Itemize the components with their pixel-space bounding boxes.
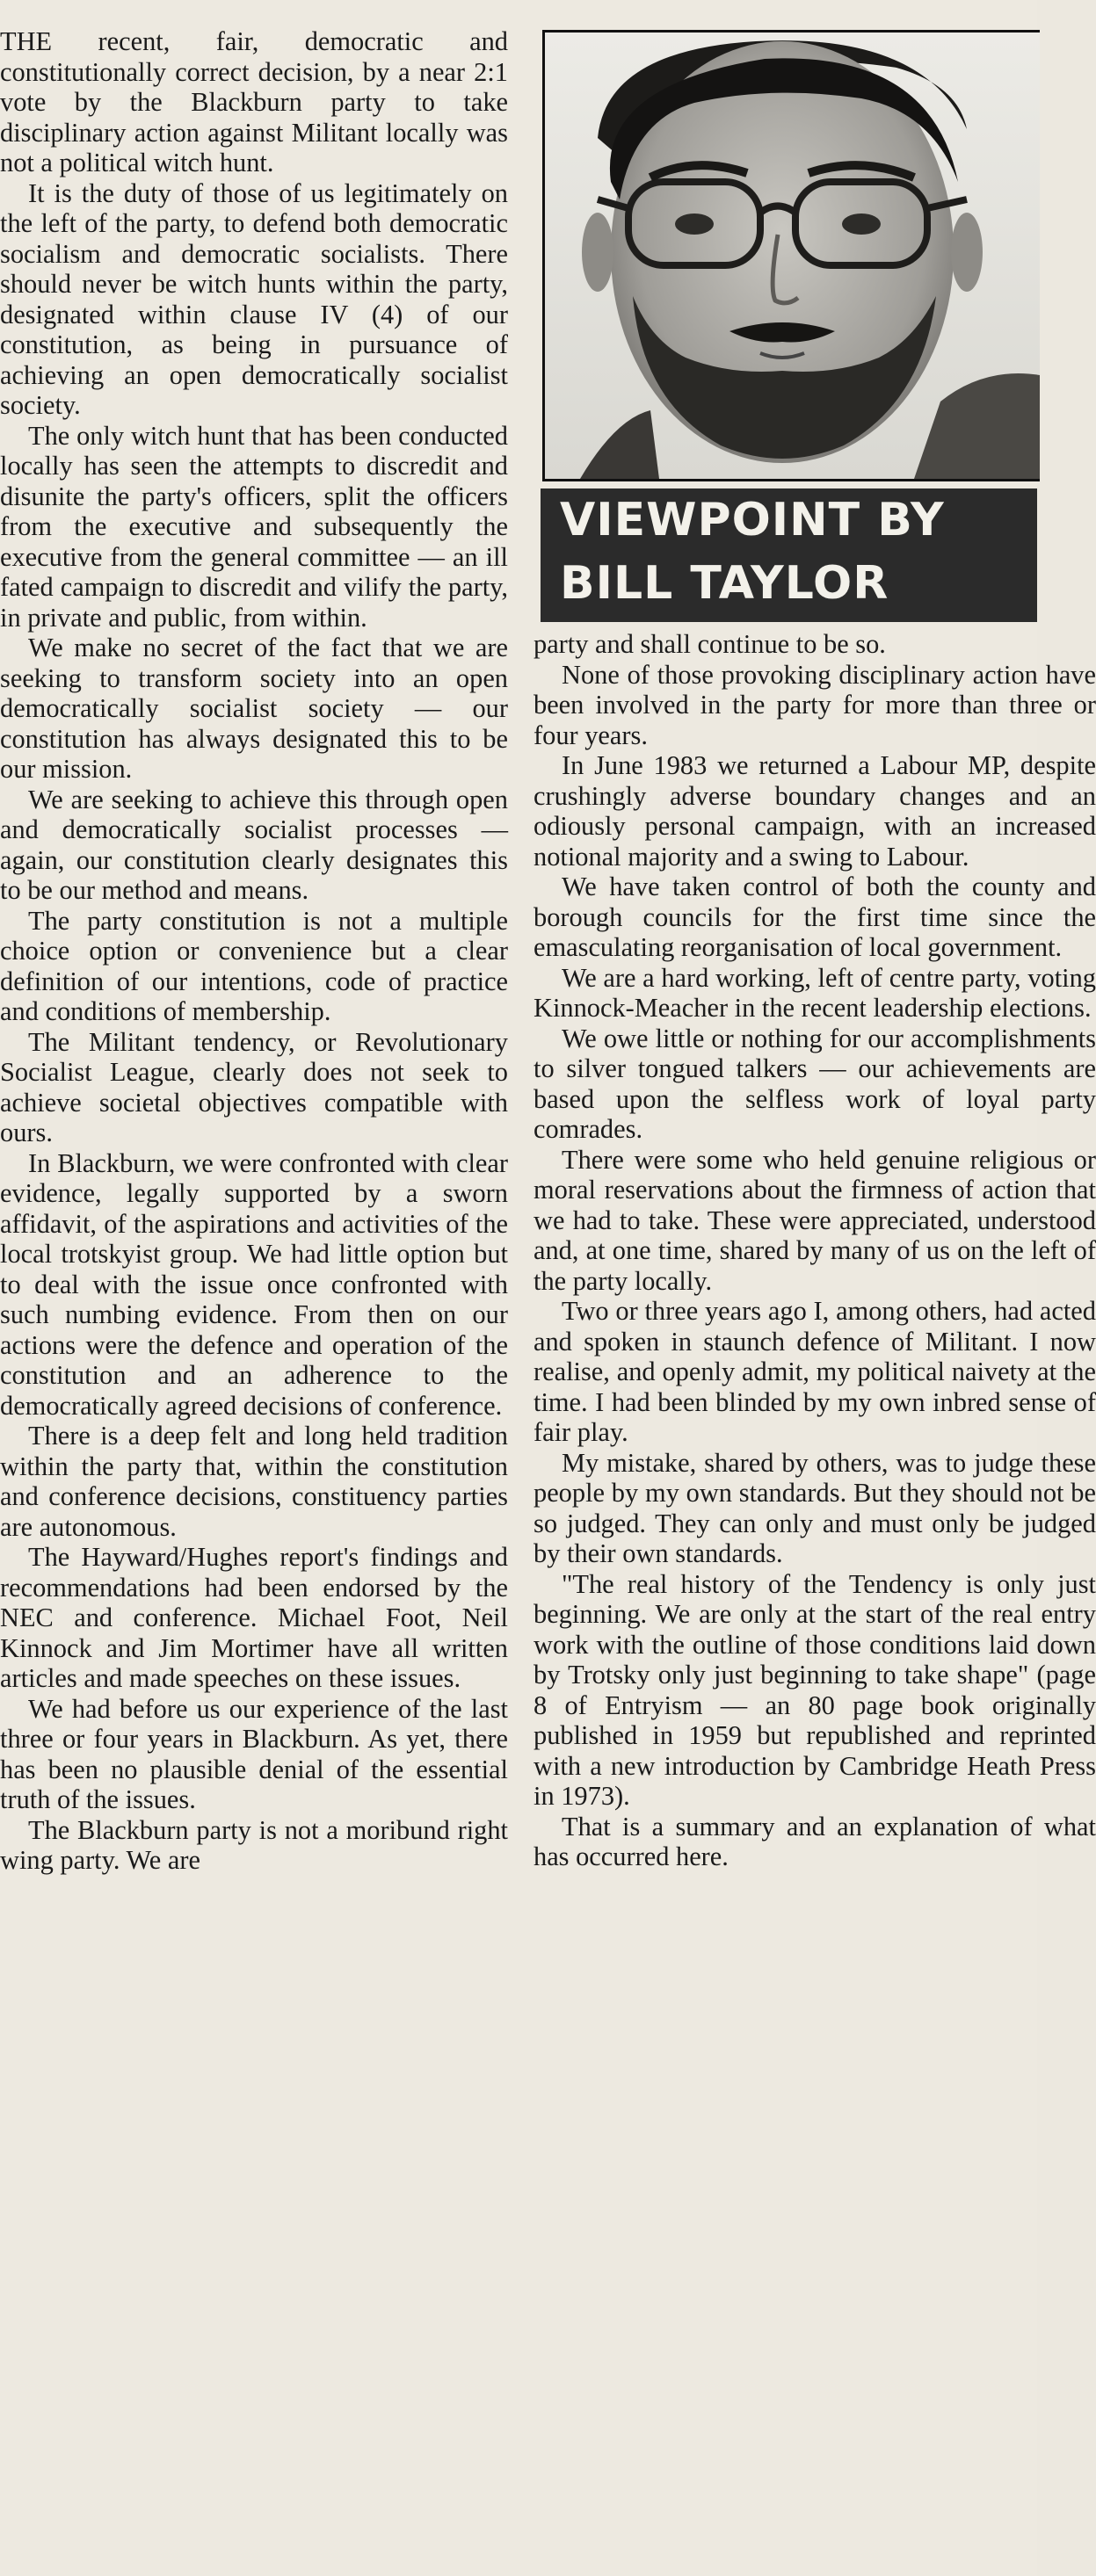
article-paragraph: None of those provoking disciplinary action have been involved in the party for more than three or four years. xyxy=(533,659,1096,750)
article-paragraph: Two or three years ago I, among others, had acted and spoken in staunch defence of Militant. I now realise, and openly admit, my political naivety at the time. I had been blinded by my own inbred sense of fair play. xyxy=(533,1296,1096,1447)
article-paragraph: In June 1983 we returned a Labour MP, despite crushingly adverse boundary changes and an odiously personal campaign, with an increased notional majority and a swing to Labour. xyxy=(533,750,1096,872)
article-paragraph: We owe little or nothing for our accomplishments to silver tongued talkers — our achievements are based upon the selfless work of loyal party comrades. xyxy=(533,1023,1096,1144)
author-portrait-photo xyxy=(542,30,1040,481)
article-paragraph: It is the duty of those of us legitimately on the left of the party, to defend both democratic socialism and democratic socialists. There should never be witch hunts within the party, designated within clause IV (4) of our constitution, as being in pursuance of achieving an open democratically socialist society. xyxy=(0,177,508,420)
byline-label: VIEWPOINT BY xyxy=(560,494,945,546)
article-paragraph: The party constitution is not a multiple choice option or convenience but a clear definition of our intentions, code of practice and conditions of membership. xyxy=(0,905,508,1026)
article-paragraph: We are a hard working, left of centre party, voting Kinnock-Meacher in the recent leadership elections. xyxy=(533,962,1096,1023)
article-paragraph: We have taken control of both the county and borough councils for the first time since the emasculating reorganisation of local government. xyxy=(533,872,1096,962)
article-column-right xyxy=(533,629,1096,2576)
article-paragraph: The Blackburn party is not a moribund right wing party. We are xyxy=(0,1814,508,1875)
article-paragraph: We are seeking to achieve this through open and democratically socialist processes — again, our constitution clearly designates this to be our method and means. xyxy=(0,784,508,905)
article-paragraph: "The real history of the Tendency is only just beginning. We are only at the start of the real entry work with the outline of those conditions laid down by Trotsky only just beginning to take shape" (page 8 of Entryism — an 80 page book originally published in 1959 but republished and reprinted with a new introduction by Cambridge Heath Press in 1973). xyxy=(533,1568,1096,1811)
article-paragraph: The only witch hunt that has been conducted locally has seen the attempts to discredit and disunite the party's officers, split the officers from the executive and subsequently the executive from the general committee — an ill fated campaign to discredit and vilify the party, in private and public, from within. xyxy=(0,420,508,633)
article-paragraph: THE recent, fair, democratic and constitutionally correct decision, by a near 2:1 vote by the Blackburn party to take disciplinary action against Militant locally was not a political witch hunt. xyxy=(0,26,508,177)
article-column-left xyxy=(0,26,508,2576)
article-paragraph: party and shall continue to be so. xyxy=(533,629,886,659)
article-paragraph: There were some who held genuine religious or moral reservations about the firmness of action that we had to take. These were appreciated, understood and, at one time, shared by many of us on the left of the party locally. xyxy=(533,1144,1096,1296)
viewpoint-byline-banner xyxy=(541,488,1037,622)
article-paragraph: There is a deep felt and long held tradition within the party that, within the constitution and conference decisions, constituency parties are autonomous. xyxy=(0,1421,508,1542)
article-paragraph: My mistake, shared by others, was to judge these people by my own standards. But they should not be so judged. They can only and must only be judged by their own standards. xyxy=(533,1447,1096,1568)
article-paragraph: The Militant tendency, or Revolutionary Socialist League, clearly does not seek to achieve societal objectives compatible with ours. xyxy=(0,1026,508,1147)
article-paragraph: We had before us our experience of the last three or four years in Blackburn. As yet, there has been no plausible denial of the essential truth of the issues. xyxy=(0,1693,508,1814)
portrait-icon xyxy=(545,33,1040,479)
article-paragraph: In Blackburn, we were confronted with clear evidence, legally supported by a sworn affidavit, of the aspirations and activities of the local trotskyist group. We had little option but to deal with the issue once confronted with such numbing evidence. From then on our actions were the defence and operation of the constitution and an adherence to the democratically agreed decisions of conference. xyxy=(0,1147,508,1421)
article-paragraph: That is a summary and an explanation of what has occurred here. xyxy=(533,1811,1096,1871)
headline-fragment xyxy=(0,0,1037,18)
article-paragraph: The Hayward/Hughes report's findings and recommendations had been endorsed by the NEC and conference. Michael Foot, Neil Kinnock and Jim Mortimer have all written articles and made speeches on these issues. xyxy=(0,1542,508,1693)
article-paragraph: We make no secret of the fact that we are seeking to transform society into an open democratically socialist society — our constitution has always designated this to be our mission. xyxy=(0,633,508,784)
byline-author: BILL TAYLOR xyxy=(560,557,889,610)
